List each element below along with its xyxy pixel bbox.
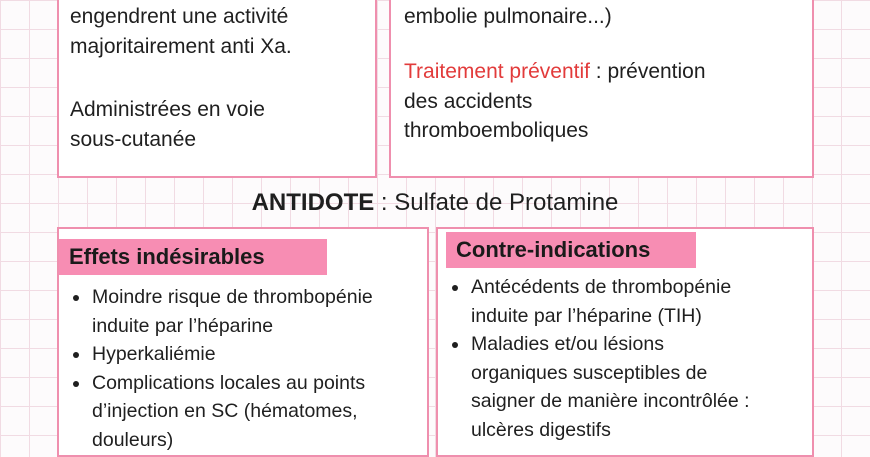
list-item-text: ulcères digestifs: [471, 418, 611, 441]
list-item-text: d’injection en SC (hématomes,: [92, 400, 358, 422]
list-item-text: douleurs): [92, 428, 174, 451]
list-item-text: Hyperkaliémie: [92, 343, 216, 365]
contre-indications-list: [449, 273, 799, 444]
card-indications: [389, 0, 814, 178]
text-line: Administrées en voie: [70, 98, 265, 121]
effets-title-tag: Effets indésirables: [59, 239, 327, 275]
list-item-text: Complications locales au points: [92, 371, 366, 394]
antidote-heading: [0, 186, 870, 220]
list-item: [70, 340, 420, 369]
list-item-text: saigner de manière incontrôlée :: [471, 390, 750, 412]
list-item-text: organiques susceptibles de: [471, 361, 708, 384]
preventif-label: Traitement préventif: [404, 60, 590, 83]
text-line: des accidents: [404, 90, 533, 113]
list-item-text: Moindre risque de thrombopénie: [92, 286, 373, 308]
preventif-line: [404, 57, 706, 86]
text-line: majoritairement anti Xa.: [70, 35, 292, 58]
effets-list: [70, 283, 420, 454]
contre-indications-title-tag: Contre-indications: [446, 232, 696, 268]
list-item-text: induite par l’héparine: [92, 314, 274, 337]
list-item-text: Maladies et/ou lésions: [471, 333, 664, 355]
text-line: thromboemboliques: [404, 119, 589, 142]
list-item-text: Antécédents de thrombopénie: [471, 276, 732, 298]
antidote-label: ANTIDOTE: [251, 189, 375, 216]
text-line: sous-cutanée: [70, 128, 197, 151]
list-item: [449, 330, 799, 444]
antidote-text: : Sulfate de Protamine: [374, 189, 619, 216]
text-line: embolie pulmonaire...): [404, 5, 612, 28]
list-item: [70, 369, 420, 455]
preventif-text: : prévention: [589, 60, 706, 83]
list-item: [449, 273, 799, 330]
card-mode-action: [57, 0, 377, 178]
list-item: [70, 283, 420, 340]
text-line: engendrent une activité: [70, 5, 289, 28]
list-item-text: induite par l’héparine (TIH): [471, 304, 702, 327]
